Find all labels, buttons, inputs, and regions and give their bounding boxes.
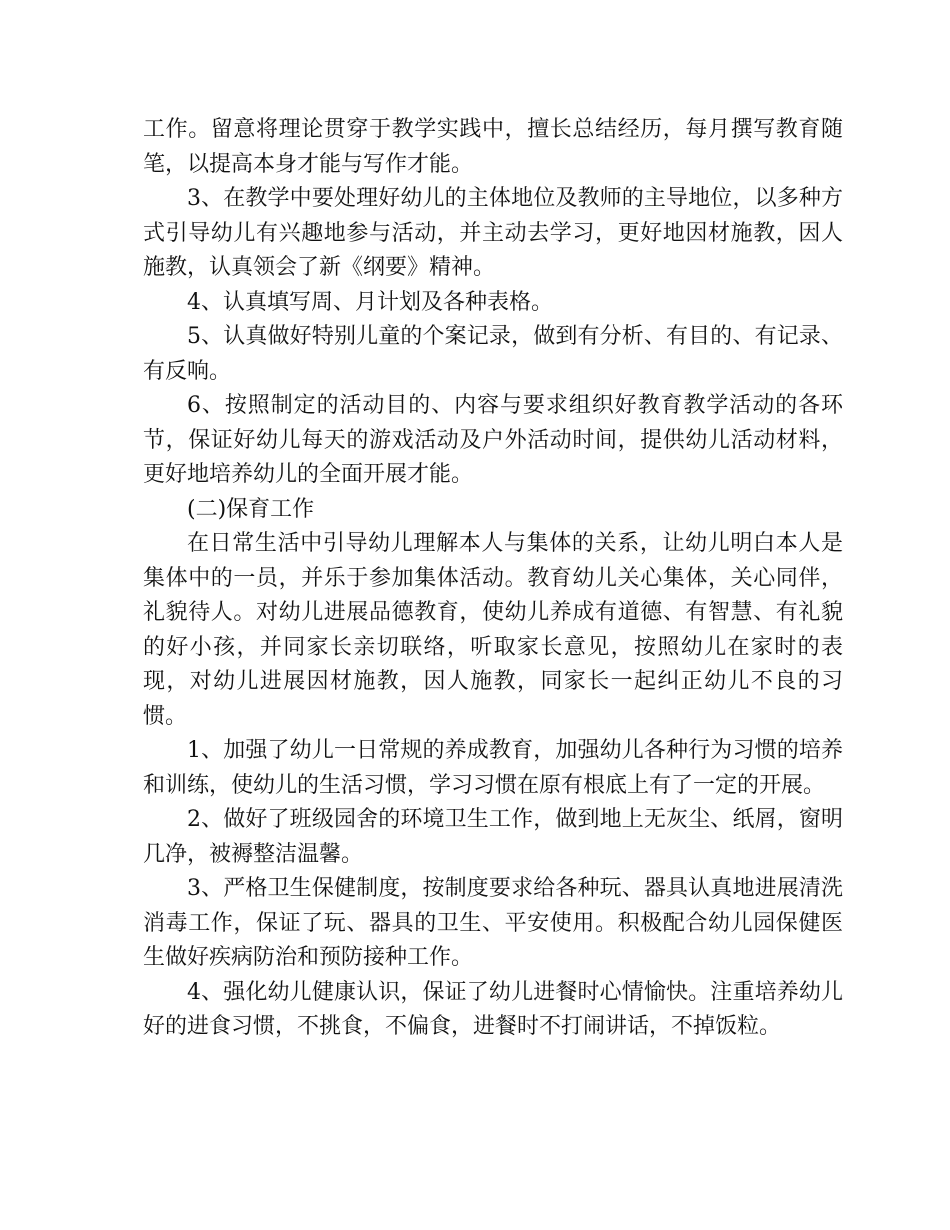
paragraph-care-item-3: 3、严格卫生保健制度，按制度要求给各种玩、器具认真地进展清洗消毒工作，保证了玩、器具的卫生、平安使用。积极配合幼儿园保健医生做好疾病防治和预防接种工作。: [143, 876, 843, 970]
paragraph-care-intro: 在日常生活中引导幼儿理解本人与集体的关系，让幼儿明白本人是集体中的一员，并乐于参加集体活动。教育幼儿关心集体，关心同伴，礼貌待人。对幼儿进展品德教育，使幼儿养成有道德、有智慧、有礼貌的好小孩，并同家长亲切联络，听取家长意见，按照幼儿在家时的表现，对幼儿进展因材施教，因人施教，同家长一起纠正幼儿不良的习惯。: [143, 531, 843, 729]
paragraph-item-6: 6、按照制定的活动目的、内容与要求组织好教育教学活动的各环节，保证好幼儿每天的游戏活动及户外活动时间，提供幼儿活动材料，更好地培养幼儿的全面开展才能。: [143, 393, 843, 487]
paragraph-item-3: 3、在教学中要处理好幼儿的主体地位及教师的主导地位，以多种方式引导幼儿有兴趣地参与活动，并主动去学习，更好地因材施教，因人施教，认真领会了新《纲要》精神。: [143, 186, 843, 280]
paragraph-continuation: 工作。留意将理论贯穿于教学实践中，擅长总结经历，每月撰写教育随笔，以提高本身才能与写作才能。: [143, 117, 843, 177]
paragraph-care-item-2: 2、做好了班级园舍的环境卫生工作，做到地上无灰尘、纸屑，窗明几净，被褥整洁温馨。: [143, 807, 843, 867]
paragraph-care-item-1: 1、加强了幼儿一日常规的养成教育，加强幼儿各种行为习惯的培养和训练，使幼儿的生活习惯，学习习惯在原有根底上有了一定的开展。: [143, 738, 843, 798]
paragraph-care-item-4: 4、强化幼儿健康认识，保证了幼儿进餐时心情愉快。注重培养幼儿好的进食习惯，不挑食，不偏食，进餐时不打闹讲话，不掉饭粒。: [143, 979, 843, 1039]
paragraph-item-5: 5、认真做好特别儿童的个案记录，做到有分析、有目的、有记录、有反响。: [143, 324, 843, 384]
paragraph-item-4: 4、认真填写周、月计划及各种表格。: [187, 289, 553, 315]
section-heading-care-work: (二)保育工作: [187, 496, 315, 522]
document-body: [143, 113, 843, 1045]
